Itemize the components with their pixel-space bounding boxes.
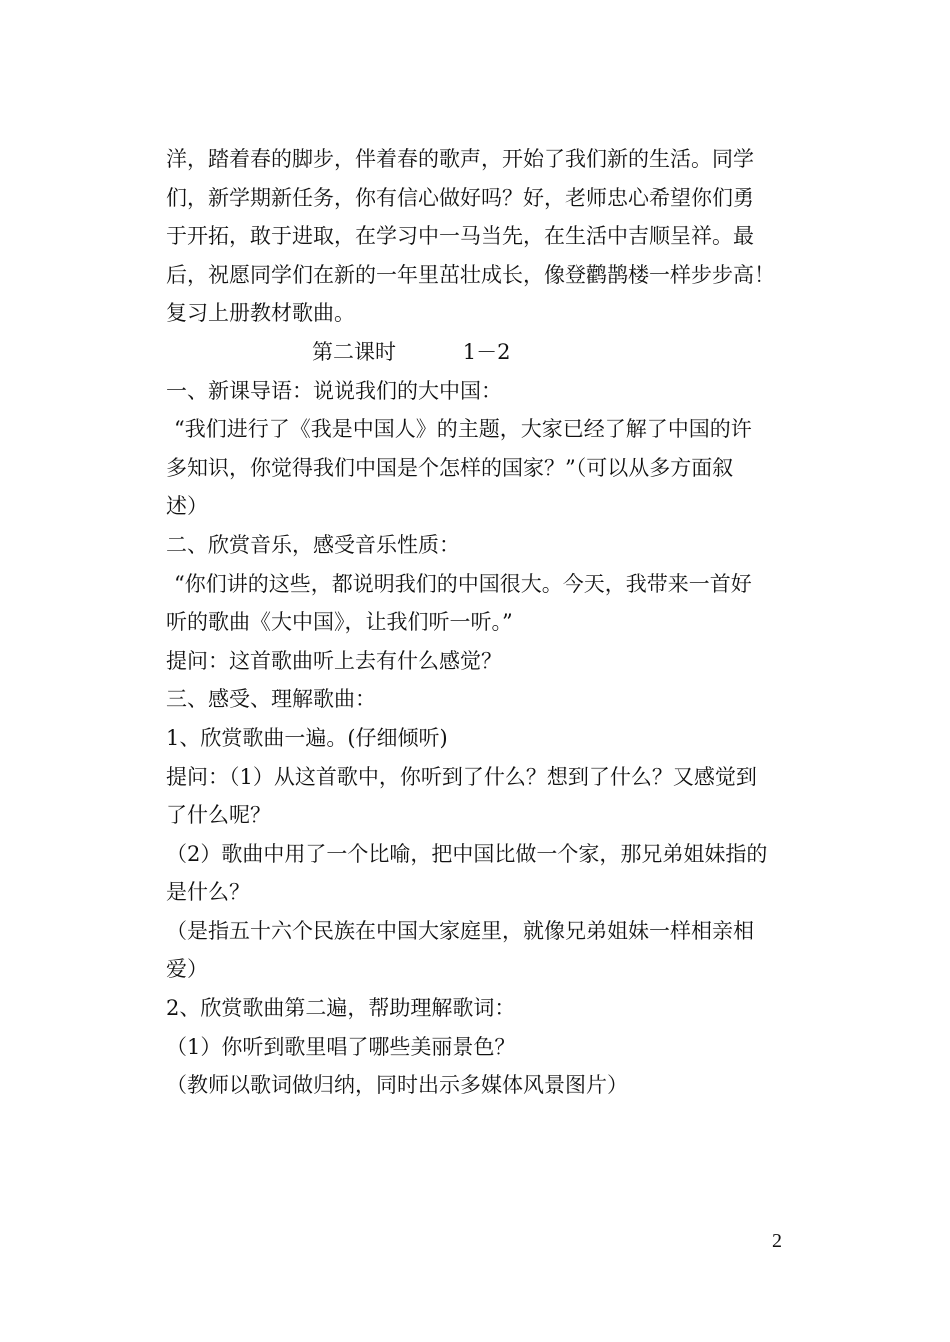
paragraph-line: 听的歌曲《大中国》，让我们听一听。” (166, 610, 513, 635)
document-body (166, 140, 792, 1105)
answer-line: （是指五十六个民族在中国大家庭里，就像兄弟姐妹一样相亲相 (166, 918, 754, 943)
question-line: 提问：这首歌曲听上去有什么感觉？ (166, 648, 502, 673)
section-heading: 三、感受、理解歌曲： (166, 687, 376, 712)
quote-line: “我们进行了《我是中国人》的主题，大家已经了解了中国的许 (174, 417, 752, 442)
paragraph-line: 是什么？ (166, 880, 250, 905)
paragraph-line: 复习上册教材歌曲。 (166, 301, 355, 326)
paragraph-line: 后，祝愿同学们在新的一年里茁壮成长，像登鹳鹊楼一样步步高！ (166, 262, 775, 287)
quote-line: “你们讲的这些，都说明我们的中国很大。今天，我带来一首好 (174, 571, 752, 596)
page-number: 2 (772, 1230, 782, 1252)
paragraph-line: 述） (166, 494, 208, 519)
paragraph-line: 们，新学期新任务，你有信心做好吗？好，老师忠心希望你们勇 (166, 185, 754, 210)
note-line: （教师以歌词做归纳，同时出示多媒体风景图片） (166, 1073, 628, 1098)
question-line: （2）歌曲中用了一个比喻，把中国比做一个家，那兄弟姐妹指的 (166, 841, 768, 866)
paragraph-line: 多知识，你觉得我们中国是个怎样的国家？”（可以从多方面叙 (166, 455, 734, 480)
step-line: 1、欣赏歌曲一遍。(仔细倾听) (166, 725, 448, 750)
paragraph-line: 爱） (166, 957, 208, 982)
section-heading: 一、新课导语：说说我们的大中国： (166, 378, 502, 403)
question-line: 提问：（1）从这首歌中，你听到了什么？想到了什么？又感觉到 (166, 764, 757, 789)
section-heading: 二、欣赏音乐，感受音乐性质： (166, 532, 460, 557)
paragraph-line: 了什么呢？ (166, 803, 271, 828)
lesson-heading: 第二课时 1－2 (312, 339, 511, 364)
paragraph-line: 于开拓，敢于进取，在学习中一马当先，在生活中吉顺呈祥。最 (166, 224, 754, 249)
question-line: （1）你听到歌里唱了哪些美丽景色？ (166, 1034, 516, 1059)
paragraph-line: 洋，踏着春的脚步，伴着春的歌声，开始了我们新的生活。同学 (166, 147, 754, 171)
step-line: 2、欣赏歌曲第二遍，帮助理解歌词： (166, 996, 516, 1021)
